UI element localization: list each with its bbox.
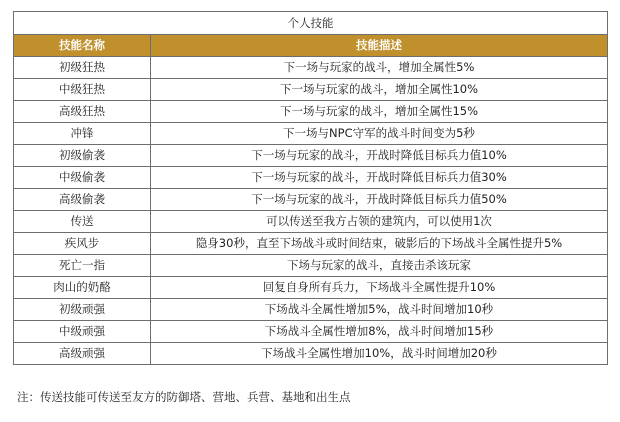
table-row <box>14 299 608 321</box>
skill-name-cell: 冲锋 <box>14 123 151 145</box>
personal-skills-table <box>13 11 608 365</box>
skill-description-cell: 下一场与玩家的战斗，增加全属性10% <box>151 79 608 101</box>
table-row <box>14 167 608 189</box>
table-body <box>14 57 608 365</box>
skill-name-cell: 疾风步 <box>14 233 151 255</box>
table-row <box>14 145 608 167</box>
table-row <box>14 57 608 79</box>
table-row <box>14 123 608 145</box>
table-title: 个人技能 <box>14 12 608 35</box>
table-row <box>14 189 608 211</box>
skill-name-cell: 中级偷袭 <box>14 167 151 189</box>
skill-description-cell: 下一场与玩家的战斗，开战时降低目标兵力值10% <box>151 145 608 167</box>
skill-name-cell: 初级顽强 <box>14 299 151 321</box>
skill-description-cell: 下一场与NPC守军的战斗时间变为5秒 <box>151 123 608 145</box>
header-skill-description: 技能描述 <box>151 35 608 57</box>
skill-name-cell: 初级偷袭 <box>14 145 151 167</box>
skill-description-cell: 隐身30秒，直至下场战斗或时间结束，破影后的下场战斗全属性提升5% <box>151 233 608 255</box>
table-row <box>14 255 608 277</box>
skill-name-cell: 高级偷袭 <box>14 189 151 211</box>
skill-description-cell: 回复自身所有兵力，下场战斗全属性提升10% <box>151 277 608 299</box>
skill-name-cell: 中级狂热 <box>14 79 151 101</box>
table-row <box>14 321 608 343</box>
skill-description-cell: 下场战斗全属性增加5%，战斗时间增加10秒 <box>151 299 608 321</box>
skill-name-cell: 传送 <box>14 211 151 233</box>
skill-description-cell: 下一场与玩家的战斗，增加全属性15% <box>151 101 608 123</box>
skills-table-container <box>13 11 607 365</box>
table-row <box>14 79 608 101</box>
skill-description-cell: 下场战斗全属性增加10%，战斗时间增加20秒 <box>151 343 608 365</box>
skill-name-cell: 中级顽强 <box>14 321 151 343</box>
skill-name-cell: 高级狂热 <box>14 101 151 123</box>
skill-description-cell: 可以传送至我方占领的建筑内，可以使用1次 <box>151 211 608 233</box>
footnote: 注：传送技能可传送至友方的防御塔、营地、兵营、基地和出生点 <box>17 390 351 404</box>
table-row <box>14 277 608 299</box>
skill-name-cell: 肉山的奶酪 <box>14 277 151 299</box>
header-skill-name: 技能名称 <box>14 35 151 57</box>
table-row <box>14 233 608 255</box>
skill-name-cell: 初级狂热 <box>14 57 151 79</box>
skill-description-cell: 下一场与玩家的战斗，增加全属性5% <box>151 57 608 79</box>
skill-description-cell: 下场战斗全属性增加8%，战斗时间增加15秒 <box>151 321 608 343</box>
skill-name-cell: 死亡一指 <box>14 255 151 277</box>
table-row <box>14 211 608 233</box>
skill-description-cell: 下一场与玩家的战斗，开战时降低目标兵力值30% <box>151 167 608 189</box>
table-row <box>14 101 608 123</box>
skill-description-cell: 下一场与玩家的战斗，开战时降低目标兵力值50% <box>151 189 608 211</box>
skill-description-cell: 下场与玩家的战斗，直接击杀该玩家 <box>151 255 608 277</box>
skill-name-cell: 高级顽强 <box>14 343 151 365</box>
table-row <box>14 343 608 365</box>
table-header-row <box>14 35 608 57</box>
